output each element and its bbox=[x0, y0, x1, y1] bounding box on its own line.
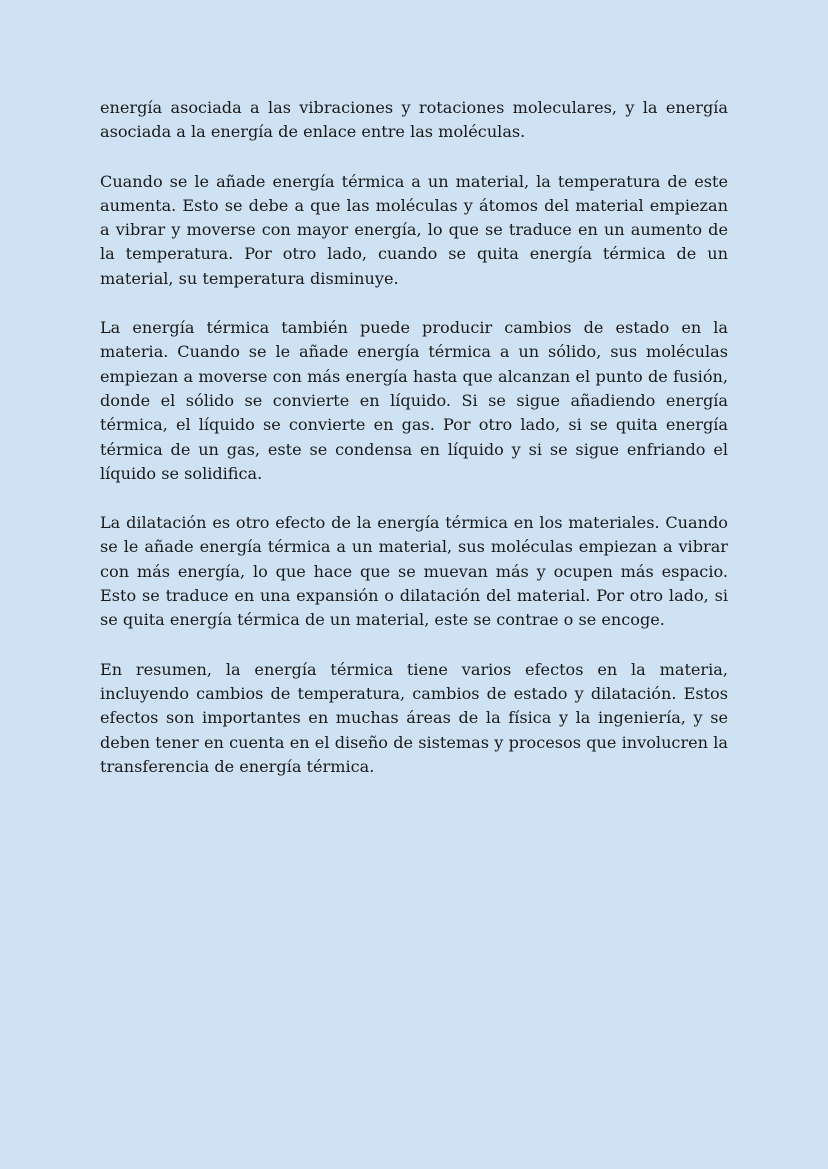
paragraph-summary: En resumen, la energía térmica tiene varios efectos en la materia, incluyendo cambios de temperatura, cambios de estado y dilatación. Estos efectos son importantes en muchas áreas de la física y la ingeniería, y se deben tener en cuenta en el diseño de sistemas y procesos que involucren la transferencia de energía térmica. bbox=[100, 659, 728, 776]
document-body bbox=[100, 96, 728, 804]
paragraph-state-changes: La energía térmica también puede producir cambios de estado en la materia. Cuando se le añade energía térmica a un sólido, sus moléculas empiezan a moverse con más energía hasta que alcanzan el punto de fusión, donde el sólido se convierte en líquido. Si se sigue añadiendo energía térmica, el líquido se convierte en gas. Por otro lado, si se quita energía térmica de un gas, este se condensa en líquido y si se sigue enfriando el líquido se solidifica. bbox=[100, 318, 728, 483]
paragraph-continuation: energía asociada a las vibraciones y rotaciones moleculares, y la energía asociada a la energía de enlace entre las moléculas. bbox=[100, 98, 728, 142]
paragraph-dilation: La dilatación es otro efecto de la energía térmica en los materiales. Cuando se le añade energía térmica a un material, sus moléculas empiezan a vibrar con más energía, lo que hace que se muevan más y ocupen más espacio. Esto se traduce en una expansión o dilatación del material. Por otro lado, si se quita energía térmica de un material, este se contrae o se encoge. bbox=[100, 513, 728, 630]
paragraph-temperature: Cuando se le añade energía térmica a un material, la temperatura de este aumenta. Esto se debe a que las moléculas y átomos del material empiezan a vibrar y moverse con mayor energía, lo que se traduce en un aumento de la temperatura. Por otro lado, cuando se quita energía térmica de un material, su temperatura disminuye. bbox=[100, 171, 728, 288]
